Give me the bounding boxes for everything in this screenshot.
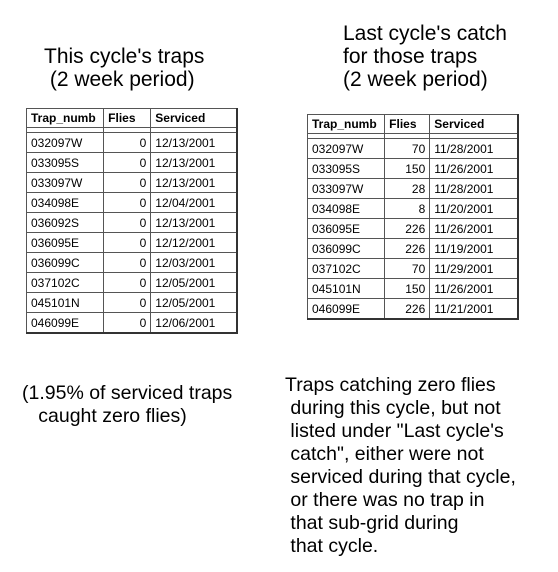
column-header: Serviced [151, 109, 237, 128]
table-row [308, 159, 519, 179]
trap-number-cell: 036092S [27, 213, 104, 233]
flies-cell: 226 [385, 299, 430, 320]
right-note: Traps catching zero flies during this cycle, but not listed under "Last cycle's catch", either were not serviced during that cycle, or there was no trap in that sub-grid during that cycle. [285, 374, 516, 557]
serviced-cell: 12/05/2001 [151, 293, 237, 313]
trap-number-cell: 033095S [308, 159, 385, 179]
serviced-cell: 12/04/2001 [151, 193, 237, 213]
table-row [308, 279, 519, 299]
table-header-row [308, 115, 519, 134]
table-row [27, 293, 238, 313]
serviced-cell: 12/13/2001 [151, 213, 237, 233]
trap-number-cell: 045101N [308, 279, 385, 299]
table-row [27, 193, 238, 213]
serviced-cell: 11/28/2001 [430, 139, 518, 159]
serviced-cell: 11/21/2001 [430, 299, 518, 320]
table-row [27, 173, 238, 193]
column-header: Trap_numb [308, 115, 385, 134]
flies-cell: 0 [104, 273, 151, 293]
serviced-cell: 12/13/2001 [151, 133, 237, 153]
column-header: Trap_numb [27, 109, 104, 128]
table-row [27, 213, 238, 233]
flies-cell: 0 [104, 313, 151, 334]
serviced-cell: 11/20/2001 [430, 199, 518, 219]
flies-cell: 70 [385, 259, 430, 279]
last-cycle-table [307, 114, 519, 320]
trap-number-cell: 036095E [308, 219, 385, 239]
table-row [308, 179, 519, 199]
flies-cell: 0 [104, 293, 151, 313]
table-row [27, 253, 238, 273]
trap-number-cell: 034098E [308, 199, 385, 219]
table-row [27, 133, 238, 153]
this-cycle-table [26, 108, 238, 334]
serviced-cell: 12/06/2001 [151, 313, 237, 334]
serviced-cell: 12/12/2001 [151, 233, 237, 253]
flies-cell: 0 [104, 153, 151, 173]
column-header: Flies [104, 109, 151, 128]
serviced-cell: 12/03/2001 [151, 253, 237, 273]
serviced-cell: 11/26/2001 [430, 279, 518, 299]
serviced-cell: 11/19/2001 [430, 239, 518, 259]
flies-cell: 0 [104, 213, 151, 233]
flies-cell: 0 [104, 193, 151, 213]
trap-number-cell: 036095E [27, 233, 104, 253]
trap-number-cell: 036099C [308, 239, 385, 259]
serviced-cell: 11/26/2001 [430, 219, 518, 239]
serviced-cell: 11/29/2001 [430, 259, 518, 279]
flies-cell: 226 [385, 219, 430, 239]
left-note: (1.95% of serviced traps caught zero flies) [22, 382, 233, 427]
flies-cell: 28 [385, 179, 430, 199]
trap-number-cell: 032097W [308, 139, 385, 159]
trap-number-cell: 033095S [27, 153, 104, 173]
table-row [27, 273, 238, 293]
flies-cell: 0 [104, 253, 151, 273]
trap-number-cell: 033097W [308, 179, 385, 199]
table-row [308, 259, 519, 279]
trap-number-cell: 034098E [27, 193, 104, 213]
trap-number-cell: 037102C [27, 273, 104, 293]
trap-number-cell: 046099E [308, 299, 385, 320]
flies-cell: 226 [385, 239, 430, 259]
right-heading: Last cycle's catch for those traps (2 week period) [343, 22, 507, 91]
flies-cell: 150 [385, 159, 430, 179]
trap-number-cell: 033097W [27, 173, 104, 193]
table-row [308, 239, 519, 259]
column-header: Flies [385, 115, 430, 134]
table-header-row [27, 109, 238, 128]
table-row [27, 153, 238, 173]
flies-cell: 0 [104, 133, 151, 153]
trap-number-cell: 045101N [27, 293, 104, 313]
table-row [308, 299, 519, 320]
trap-number-cell: 046099E [27, 313, 104, 334]
serviced-cell: 12/05/2001 [151, 273, 237, 293]
column-header: Serviced [430, 115, 518, 134]
table-row [308, 219, 519, 239]
flies-cell: 150 [385, 279, 430, 299]
table-row [308, 139, 519, 159]
left-heading: This cycle's traps (2 week period) [44, 45, 205, 91]
trap-number-cell: 037102C [308, 259, 385, 279]
table-row [308, 199, 519, 219]
trap-number-cell: 036099C [27, 253, 104, 273]
flies-cell: 8 [385, 199, 430, 219]
trap-number-cell: 032097W [27, 133, 104, 153]
serviced-cell: 12/13/2001 [151, 153, 237, 173]
serviced-cell: 11/26/2001 [430, 159, 518, 179]
serviced-cell: 12/13/2001 [151, 173, 237, 193]
table-row [27, 233, 238, 253]
flies-cell: 70 [385, 139, 430, 159]
table-row [27, 313, 238, 334]
flies-cell: 0 [104, 233, 151, 253]
flies-cell: 0 [104, 173, 151, 193]
serviced-cell: 11/28/2001 [430, 179, 518, 199]
